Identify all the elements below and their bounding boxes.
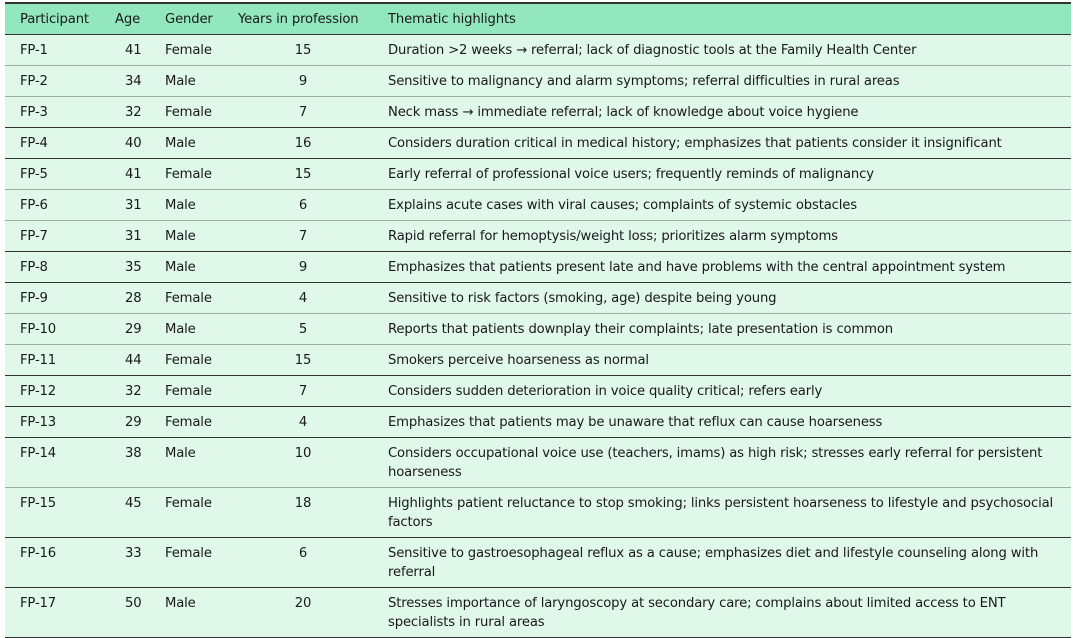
- cell-thematic-highlights: [388, 190, 1071, 221]
- participant-gender: Male: [165, 198, 196, 213]
- cell-gender: [165, 538, 238, 588]
- cell-participant: [5, 221, 115, 252]
- cell-thematic-highlights: [388, 376, 1071, 407]
- participant-id: FP-17: [20, 596, 57, 611]
- cell-participant: [5, 488, 115, 538]
- participant-age: 32: [125, 384, 142, 399]
- table-row-fp-17: [5, 588, 1071, 638]
- participant-age: 40: [125, 136, 142, 151]
- participant-id: FP-3: [20, 105, 48, 120]
- cell-age: [115, 376, 165, 407]
- cell-age: [115, 345, 165, 376]
- participant-years: 5: [298, 322, 308, 337]
- participant-id: FP-13: [20, 415, 57, 430]
- participant-characteristics-table: [5, 2, 1071, 638]
- participant-years: 4: [298, 415, 308, 430]
- participant-id: FP-7: [20, 229, 48, 244]
- participant-gender: Female: [165, 384, 212, 399]
- cell-years-in-profession: [238, 538, 388, 588]
- participant-age: 35: [125, 260, 142, 275]
- participant-years: 18: [294, 496, 312, 511]
- participant-gender: Female: [165, 105, 212, 120]
- participant-gender: Male: [165, 136, 196, 151]
- participant-theme: Considers occupational voice use (teachers, imams) as high risk; stresses early referral for persistent hoarseness: [388, 446, 1043, 480]
- participant-theme: Smokers perceive hoarseness as normal: [388, 353, 649, 368]
- table-row-fp-16: [5, 538, 1071, 588]
- participant-age: 44: [125, 353, 142, 368]
- participant-gender: Male: [165, 322, 196, 337]
- cell-years-in-profession: [238, 97, 388, 128]
- participant-years: 7: [298, 105, 308, 120]
- cell-participant: [5, 252, 115, 283]
- table-row-fp-1: [5, 35, 1071, 66]
- cell-participant: [5, 314, 115, 345]
- table-row-fp-7: [5, 221, 1071, 252]
- cell-gender: [165, 314, 238, 345]
- cell-thematic-highlights: [388, 66, 1071, 97]
- cell-thematic-highlights: [388, 159, 1071, 190]
- participant-theme: Rapid referral for hemoptysis/weight loss; prioritizes alarm symptoms: [388, 229, 838, 244]
- participant-years: 10: [294, 446, 312, 461]
- cell-participant: [5, 438, 115, 488]
- cell-gender: [165, 376, 238, 407]
- cell-years-in-profession: [238, 159, 388, 190]
- participant-gender: Male: [165, 229, 196, 244]
- participant-gender: Female: [165, 546, 212, 561]
- cell-gender: [165, 438, 238, 488]
- cell-participant: [5, 345, 115, 376]
- table-row-fp-11: [5, 345, 1071, 376]
- cell-gender: [165, 407, 238, 438]
- participant-age: 31: [125, 198, 142, 213]
- cell-years-in-profession: [238, 190, 388, 221]
- cell-years-in-profession: [238, 252, 388, 283]
- participant-theme: Considers sudden deterioration in voice quality critical; refers early: [388, 384, 823, 399]
- cell-years-in-profession: [238, 438, 388, 488]
- participant-years: 9: [298, 74, 308, 89]
- cell-thematic-highlights: [388, 314, 1071, 345]
- participant-theme: Sensitive to gastroesophageal reflux as a cause; emphasizes diet and lifestyle counseling along with referral: [388, 546, 1039, 580]
- participant-age: 29: [125, 322, 142, 337]
- cell-age: [115, 283, 165, 314]
- table-row-fp-2: [5, 66, 1071, 97]
- participant-gender: Female: [165, 353, 212, 368]
- participant-id: FP-2: [20, 74, 48, 89]
- participant-id: FP-8: [20, 260, 48, 275]
- cell-thematic-highlights: [388, 488, 1071, 538]
- cell-gender: [165, 190, 238, 221]
- participant-age: 33: [125, 546, 142, 561]
- cell-participant: [5, 35, 115, 66]
- cell-participant: [5, 407, 115, 438]
- table-row-fp-8: [5, 252, 1071, 283]
- participant-theme: Sensitive to malignancy and alarm symptoms; referral difficulties in rural areas: [388, 74, 900, 89]
- participant-gender: Female: [165, 496, 212, 511]
- cell-age: [115, 538, 165, 588]
- table-body: [5, 35, 1071, 638]
- participant-years: 15: [294, 43, 312, 58]
- participant-years: 6: [298, 546, 308, 561]
- participant-id: FP-1: [20, 43, 48, 58]
- participant-id: FP-16: [20, 546, 57, 561]
- participant-years: 9: [298, 260, 308, 275]
- participant-age: 38: [125, 446, 142, 461]
- participant-years: 7: [298, 229, 308, 244]
- cell-participant: [5, 283, 115, 314]
- header-row: [5, 3, 1071, 35]
- table-row-fp-5: [5, 159, 1071, 190]
- participant-table-container: [5, 2, 1071, 638]
- table-row-fp-14: [5, 438, 1071, 488]
- participant-years: 6: [298, 198, 308, 213]
- cell-thematic-highlights: [388, 438, 1071, 488]
- participant-years: 4: [298, 291, 308, 306]
- cell-gender: [165, 128, 238, 159]
- cell-years-in-profession: [238, 345, 388, 376]
- cell-participant: [5, 128, 115, 159]
- cell-years-in-profession: [238, 407, 388, 438]
- participant-age: 45: [125, 496, 142, 511]
- cell-gender: [165, 345, 238, 376]
- cell-years-in-profession: [238, 283, 388, 314]
- participant-years: 20: [294, 596, 312, 611]
- participant-theme: Emphasizes that patients present late and have problems with the central appointment system: [388, 260, 1006, 275]
- cell-participant: [5, 538, 115, 588]
- cell-participant: [5, 588, 115, 638]
- table-row-fp-4: [5, 128, 1071, 159]
- participant-theme: Considers duration critical in medical history; emphasizes that patients consider it insignificant: [388, 136, 1002, 151]
- participant-age: 50: [125, 596, 142, 611]
- participant-gender: Female: [165, 291, 212, 306]
- participant-theme: Early referral of professional voice users; frequently reminds of malignancy: [388, 167, 874, 182]
- cell-age: [115, 159, 165, 190]
- table-row-fp-15: [5, 488, 1071, 538]
- cell-age: [115, 407, 165, 438]
- table-row-fp-6: [5, 190, 1071, 221]
- cell-thematic-highlights: [388, 221, 1071, 252]
- cell-age: [115, 438, 165, 488]
- cell-gender: [165, 588, 238, 638]
- participant-years: 15: [294, 167, 312, 182]
- cell-years-in-profession: [238, 221, 388, 252]
- participant-years: 7: [298, 384, 308, 399]
- participant-age: 29: [125, 415, 142, 430]
- participant-theme: Highlights patient reluctance to stop smoking; links persistent hoarseness to lifestyle and psychosocial factors: [388, 496, 1054, 530]
- cell-participant: [5, 190, 115, 221]
- cell-years-in-profession: [238, 128, 388, 159]
- cell-gender: [165, 159, 238, 190]
- participant-theme: Stresses importance of laryngoscopy at secondary care; complains about limited access to ENT specialists in rural areas: [388, 596, 1006, 630]
- participant-age: 28: [125, 291, 142, 306]
- participant-gender: Male: [165, 74, 196, 89]
- cell-thematic-highlights: [388, 97, 1071, 128]
- cell-age: [115, 314, 165, 345]
- cell-gender: [165, 283, 238, 314]
- column-header-participant: Participant: [5, 3, 115, 35]
- table-row-fp-12: [5, 376, 1071, 407]
- participant-age: 31: [125, 229, 142, 244]
- cell-years-in-profession: [238, 376, 388, 407]
- participant-id: FP-10: [20, 322, 57, 337]
- table-row-fp-13: [5, 407, 1071, 438]
- cell-years-in-profession: [238, 35, 388, 66]
- participant-theme: Neck mass → immediate referral; lack of knowledge about voice hygiene: [388, 105, 859, 120]
- cell-age: [115, 97, 165, 128]
- column-header-age: Age: [115, 3, 165, 35]
- table-header: [5, 3, 1071, 35]
- participant-id: FP-12: [20, 384, 57, 399]
- cell-age: [115, 588, 165, 638]
- cell-thematic-highlights: [388, 345, 1071, 376]
- cell-years-in-profession: [238, 66, 388, 97]
- cell-thematic-highlights: [388, 407, 1071, 438]
- participant-theme: Sensitive to risk factors (smoking, age) despite being young: [388, 291, 777, 306]
- participant-id: FP-14: [20, 446, 57, 461]
- participant-id: FP-9: [20, 291, 48, 306]
- cell-thematic-highlights: [388, 283, 1071, 314]
- participant-age: 34: [125, 74, 142, 89]
- cell-gender: [165, 35, 238, 66]
- cell-years-in-profession: [238, 488, 388, 538]
- participant-id: FP-11: [20, 353, 57, 368]
- cell-gender: [165, 97, 238, 128]
- participant-gender: Female: [165, 415, 212, 430]
- column-header-gender: Gender: [165, 3, 238, 35]
- participant-gender: Male: [165, 446, 196, 461]
- table-row-fp-10: [5, 314, 1071, 345]
- participant-theme: Duration >2 weeks → referral; lack of diagnostic tools at the Family Health Center: [388, 43, 917, 58]
- cell-thematic-highlights: [388, 588, 1071, 638]
- cell-thematic-highlights: [388, 252, 1071, 283]
- cell-age: [115, 128, 165, 159]
- participant-years: 16: [294, 136, 312, 151]
- cell-participant: [5, 66, 115, 97]
- cell-gender: [165, 252, 238, 283]
- cell-years-in-profession: [238, 314, 388, 345]
- participant-age: 32: [125, 105, 142, 120]
- cell-age: [115, 488, 165, 538]
- participant-theme: Emphasizes that patients may be unaware that reflux can cause hoarseness: [388, 415, 883, 430]
- cell-participant: [5, 159, 115, 190]
- cell-participant: [5, 97, 115, 128]
- participant-age: 41: [125, 167, 142, 182]
- cell-thematic-highlights: [388, 35, 1071, 66]
- column-header-thematic-highlights: Thematic highlights: [388, 3, 1071, 35]
- cell-age: [115, 221, 165, 252]
- participant-gender: Male: [165, 260, 196, 275]
- cell-age: [115, 190, 165, 221]
- participant-id: FP-6: [20, 198, 48, 213]
- cell-gender: [165, 221, 238, 252]
- participant-theme: Explains acute cases with viral causes; complaints of systemic obstacles: [388, 198, 857, 213]
- table-row-fp-3: [5, 97, 1071, 128]
- cell-participant: [5, 376, 115, 407]
- cell-age: [115, 252, 165, 283]
- column-header-years-in-profession: Years in profession: [238, 3, 388, 35]
- cell-years-in-profession: [238, 588, 388, 638]
- participant-age: 41: [125, 43, 142, 58]
- participant-gender: Female: [165, 167, 212, 182]
- participant-id: FP-5: [20, 167, 48, 182]
- cell-thematic-highlights: [388, 538, 1071, 588]
- participant-id: FP-15: [20, 496, 57, 511]
- cell-thematic-highlights: [388, 128, 1071, 159]
- participant-years: 15: [294, 353, 312, 368]
- table-row-fp-9: [5, 283, 1071, 314]
- cell-gender: [165, 66, 238, 97]
- participant-id: FP-4: [20, 136, 48, 151]
- participant-gender: Male: [165, 596, 196, 611]
- cell-age: [115, 35, 165, 66]
- cell-gender: [165, 488, 238, 538]
- participant-gender: Female: [165, 43, 212, 58]
- participant-theme: Reports that patients downplay their complaints; late presentation is common: [388, 322, 893, 337]
- cell-age: [115, 66, 165, 97]
